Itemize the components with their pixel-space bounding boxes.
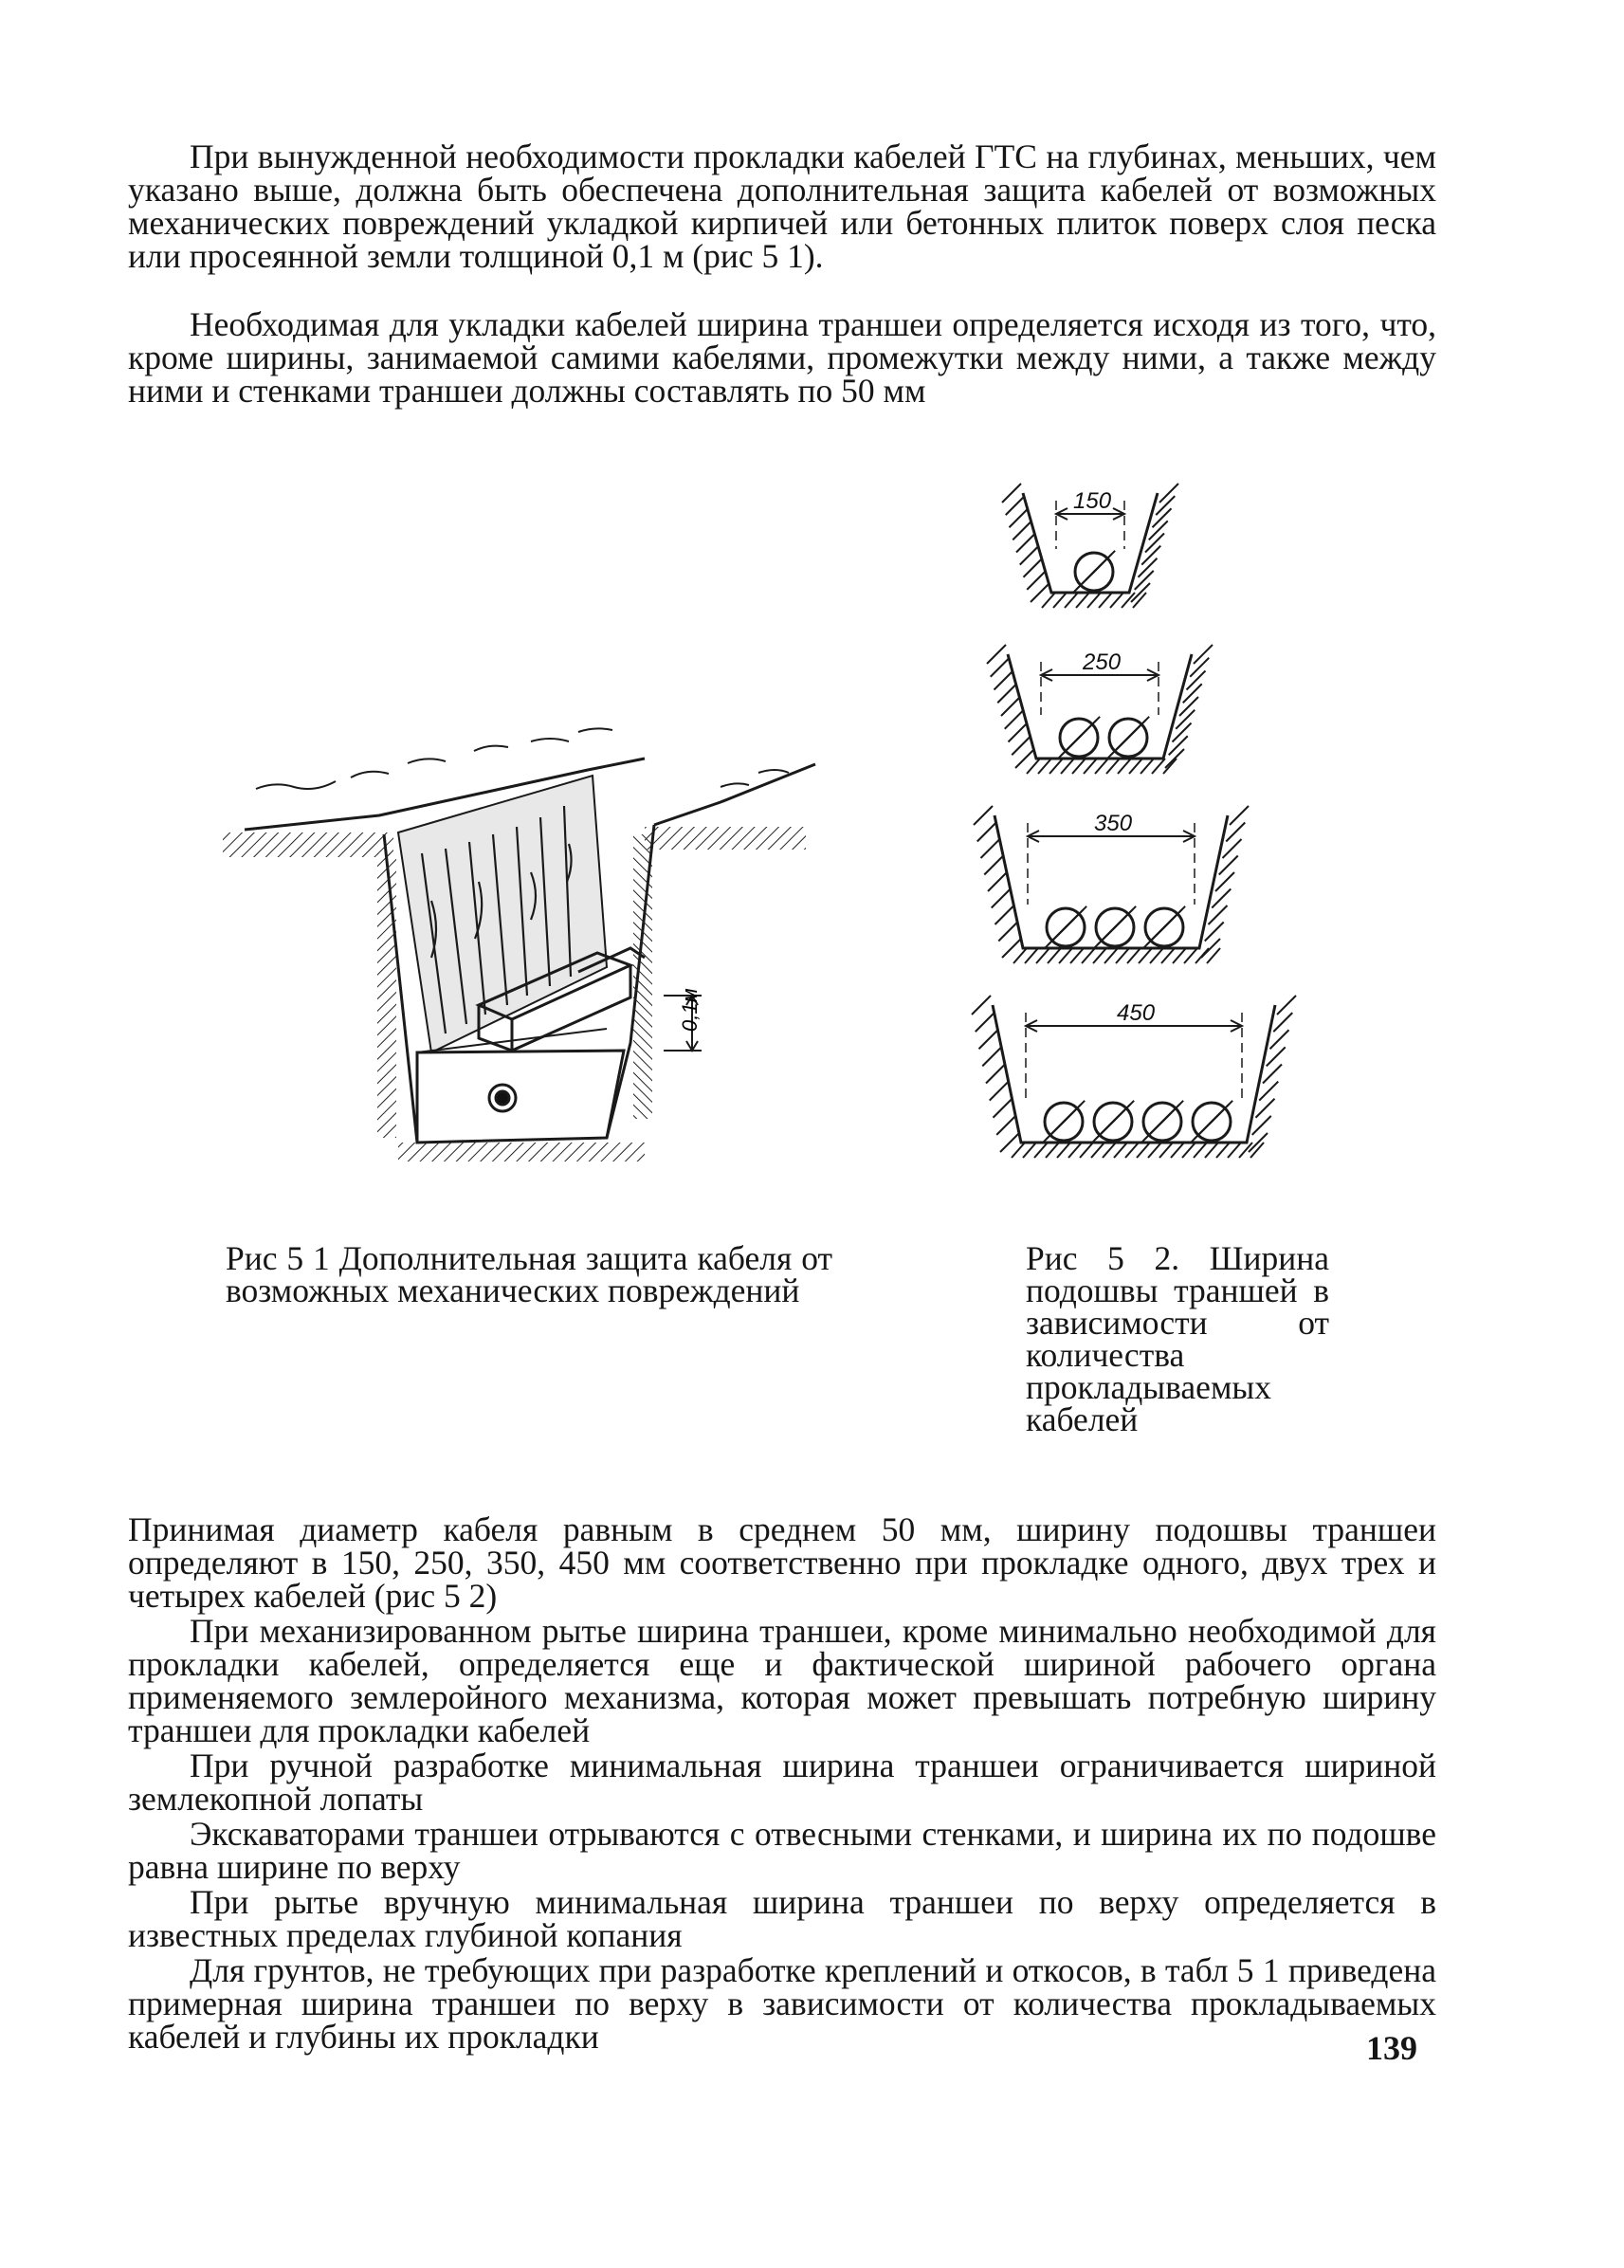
- cable: [1107, 717, 1149, 759]
- width-label-350: 350: [1094, 811, 1133, 836]
- cable: [1143, 906, 1185, 948]
- paragraph-manual: При ручной разработке минимальная ширина траншеи ограничивается шириной землекопной лопаты: [128, 1747, 1436, 1818]
- paragraph-cable-diameter: Принимая диаметр кабеля равным в среднем 50 мм, ширину подошвы траншеи определяют в 150, 250, 350, 450 мм соответственно при прокладке одного, двух трех и четырех кабелей (рис 5 2): [128, 1510, 1436, 1615]
- cable: [1191, 1101, 1232, 1143]
- paragraph-hand-digging: При рытье вручную минимальная ширина траншеи по верху определяется в известных пределах глубиной копания: [128, 1883, 1436, 1954]
- paragraph-excavators: Экскаваторами траншеи отрываются с отвесными стенками, и ширина их по подошве равна ширине по верху: [128, 1815, 1436, 1886]
- trench-section-350: [974, 806, 1249, 963]
- paragraph-protection: При вынужденной необходимости прокладки кабелей ГТС на глубинах, меньших, чем указано выше, должна быть обеспечена дополнительная защита кабелей от возможных механических повреждений укладкой кирпичей или бетонных плиток поверх слоя песка или просеянной земли толщиной 0,1 м (рис 5 1).: [128, 137, 1436, 275]
- cable: [1045, 906, 1086, 948]
- width-label-150: 150: [1073, 488, 1112, 514]
- caption-figure-5-1: Рис 5 1 Дополнительная защита кабеля от возможных механических повреждений: [226, 1239, 832, 1309]
- paragraph-trench-width: Необходимая для укладки кабелей ширина траншеи определяется исходя из того, что, кроме ширины, занимаемой самими кабелями, промежутки между ними, а также между ними и стенками траншеи должны составлять по 50 мм: [128, 305, 1436, 410]
- trench-section-150: [1002, 484, 1178, 608]
- trench-section-250: [987, 645, 1213, 774]
- cable: [1058, 717, 1100, 759]
- cable: [1092, 1101, 1134, 1143]
- cable: [1094, 906, 1136, 948]
- cable: [1141, 1101, 1183, 1143]
- width-label-450: 450: [1117, 1000, 1156, 1026]
- paragraph-mechanized: При механизированном рытье ширина траншеи, кроме минимально необходимой для прокладки кабелей, определяется еще и фактической шириной рабочего органа применяемого землеройного механизма, которая может превышать потребную ширину траншеи для прокладки кабелей: [128, 1612, 1436, 1749]
- depth-label: 0,1м: [678, 988, 702, 1032]
- lower-text: [128, 1510, 1436, 2056]
- cable: [1043, 1101, 1085, 1143]
- width-label-250: 250: [1083, 649, 1122, 675]
- paragraph-soils: Для грунтов, не требующих при разработке креплений и откосов, в табл 5 1 приведена примерная ширина траншеи по верху в зависимости от количества прокладываемых кабелей и глубины их прокладки: [128, 1951, 1436, 2056]
- cable: [1073, 551, 1115, 593]
- trench-section-450: [972, 996, 1296, 1158]
- page-number: 139: [1366, 2029, 1417, 2067]
- trench-perspective: [223, 728, 815, 1161]
- caption-figure-5-2: Рис 5 2. Ширина подошвы траншей в зависимости от количества прокладываемых кабелей: [1026, 1239, 1329, 1438]
